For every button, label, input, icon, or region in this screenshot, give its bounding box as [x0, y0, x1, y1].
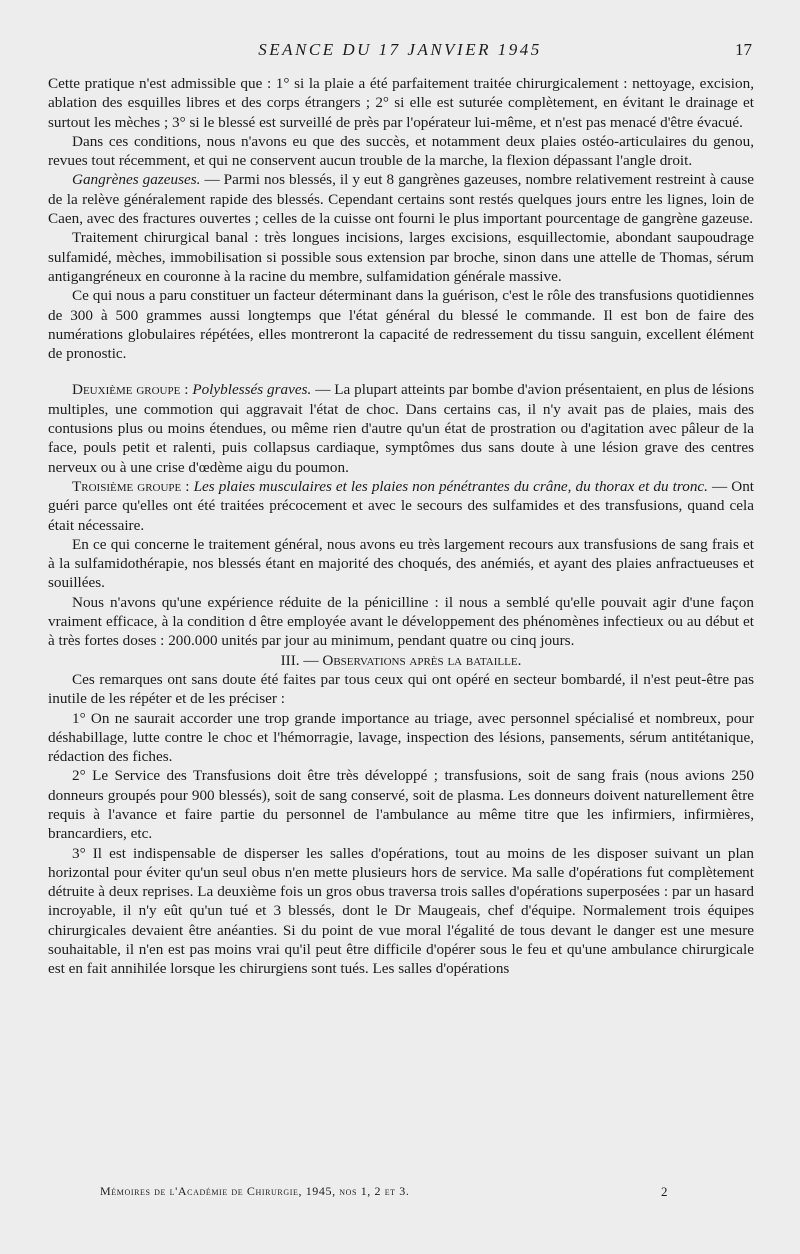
paragraph-lead: Deuxième groupe :: [72, 381, 189, 399]
running-footer: [100, 1184, 700, 1204]
paragraph-emphasis: Polyblessés graves.: [192, 381, 312, 399]
signature-mark: 2: [661, 1184, 669, 1199]
paragraph-text: — Parmi nos blessés, il y eut 8 gangrènes gazeuses, nombre relativement restreint à cause de la relève généralement rapide des blessés. Cependant certains sont restés quelques jours entre les lignes, loin de Caen, avec des fractures ouvertes ; celles de la cuisse ont fourni le plus important pourcentage de gangrène gazeuse.: [48, 171, 754, 228]
paragraph: Cette pratique n'est admissible que : 1° si la plaie a été parfaitement traitée chirurgicalement : nettoyage, excision, ablation des esquilles libres et des corps étrangers ; 2° si elle est suturée complètement, en évitant le drainage et surtout les mèches ; 3° si le blessé est surveillé de près par l'opérateur lui-même, et n'est pas menacé d'être évacué.: [48, 75, 754, 131]
paragraph-text: — La plupart atteints par bombe d'avion présentaient, en plus de lésions multiples, une commotion qui aggravait l'état de choc. Dans certains cas, il n'y avait pas de plaies, mais des contusions plus ou moins étendues, ou même rien d'autre qu'un état de prostration ou d'agitation avec pâleur de la face, pouls petit et ralenti, puis collapsus cardiaque, symptômes dus sans doute à une lésion grave des centres nerveux ou à une crise d'œdème aigu du poumon.: [48, 381, 755, 476]
paragraph-lead: Troisième groupe :: [72, 477, 190, 495]
running-header: [0, 40, 800, 66]
paragraph: [48, 477, 754, 535]
paragraph: En ce qui concerne le traitement général, nous avons eu très largement recours aux transfusions de sang frais et à la sulfamidothérapie, nos blessés étant en majorité des choqués, des anémiés, et ayant des plaies anfractueuses et souillées.: [48, 535, 754, 592]
section-heading: III. — Observations après la bataille.: [280, 651, 522, 669]
paragraph: Ces remarques ont sans doute été faites par tous ceux qui ont opéré en secteur bombardé, il n'est peut-être pas inutile de les répéter et de les préciser :: [48, 670, 754, 708]
paragraph: [48, 170, 754, 228]
body-text: [48, 74, 754, 979]
paragraph: Nous n'avons qu'une expérience réduite de la pénicilline : il nous a semblé qu'elle pouvait agir d'une façon vraiment efficace, à la condition d être employée avant le développement des phénomènes infectieux ou au début et à très fortes doses : 200.000 unités par jour au minimum, pendant quatre ou cinq jours.: [48, 593, 754, 650]
paragraph: Traitement chirurgical banal : très longues incisions, larges excisions, esquillectomie, abondant saupoudrage sulfamidé, mèches, immobilisation si possible sous extension par broche, sinon dans une attelle de Thomas, sérum antigangréneux en couronne à la racine du membre, sulfamidation générale massive.: [48, 229, 754, 285]
paragraph: 2° Le Service des Transfusions doit être très développé ; transfusions, soit de sang frais (nous avions 250 donneurs groupés pour 900 blessés), soit de sang conservé, soit de plasma. Les donneurs doivent naturellement être requis à l'avance et faire partie du personnel de l'ambulance au même titre que les infirmiers, infirmières, brancardiers, etc.: [48, 767, 754, 843]
paragraph: [48, 380, 754, 476]
page-number: 17: [735, 40, 752, 59]
paragraph-lead: Gangrènes gazeuses.: [72, 171, 201, 189]
journal-reference: Mémoires de l'Académie de Chirurgie, 1945, nos 1, 2 et 3.: [100, 1184, 410, 1198]
header-title: SEANCE DU 17 JANVIER 1945: [258, 40, 542, 59]
paragraph: Ce qui nous a paru constituer un facteur déterminant dans la guérison, c'est le rôle des transfusions quotidiennes de 300 à 500 grammes aussi longtemps que l'état général du blessé le commande. Il est bon de faire des numérations globulaires répétées, elles montreront la capacité de redressement du tissu sanguin, excellent élément de pronostic.: [48, 287, 754, 363]
paragraph: Dans ces conditions, nous n'avons eu que des succès, et notamment deux plaies ostéo-articulaires du genou, revues tout récemment, et qui ne conservent aucun trouble de la marche, la flexion dépassant l'angle droit.: [48, 132, 754, 170]
paragraph: 1° On ne saurait accorder une trop grande importance au triage, avec personnel spécialisé et nombreux, pour déshabillage, lutte contre le choc et l'hémorragie, lavage, inspection des lésions, pansements, sérum antitétanique, rédaction des fiches.: [48, 709, 754, 766]
paragraph-emphasis: Les plaies musculaires et les plaies non pénétrantes du crâne, du thorax et du tronc.: [193, 477, 708, 495]
paragraph: 3° Il est indispensable de disperser les salles d'opérations, tout au moins de les disposer suivant un plan horizontal pour éviter qu'un seul obus n'en mette plusieurs hors de service. Ma salle d'opérations fut complètement détruite à deux reprises. La deuxième fois un gros obus traversa trois salles d'opérations superposées : par un hasard incroyable, il n'y eût qu'un tué et 3 blessés, dont le Dr Maugeais, chef d'équipe. Normalement trois équipes chirurgicales devaient être anéanties. Si du point de vue moral l'égalité de tous devant le danger est une mesure souhaitable, il n'en est pas moins vrai qu'il peut être difficile d'opérer sous le feu et qu'une ambulance chirurgicale est en fait annihilée lorsque les chirurgiens sont tués. Les salles d'opérations: [48, 844, 754, 978]
paragraph-text: — Ont guéri parce qu'elles ont été traitées précocement et avec le secours des sulfamides et des transfusions, quand cela était nécessaire.: [48, 477, 755, 534]
